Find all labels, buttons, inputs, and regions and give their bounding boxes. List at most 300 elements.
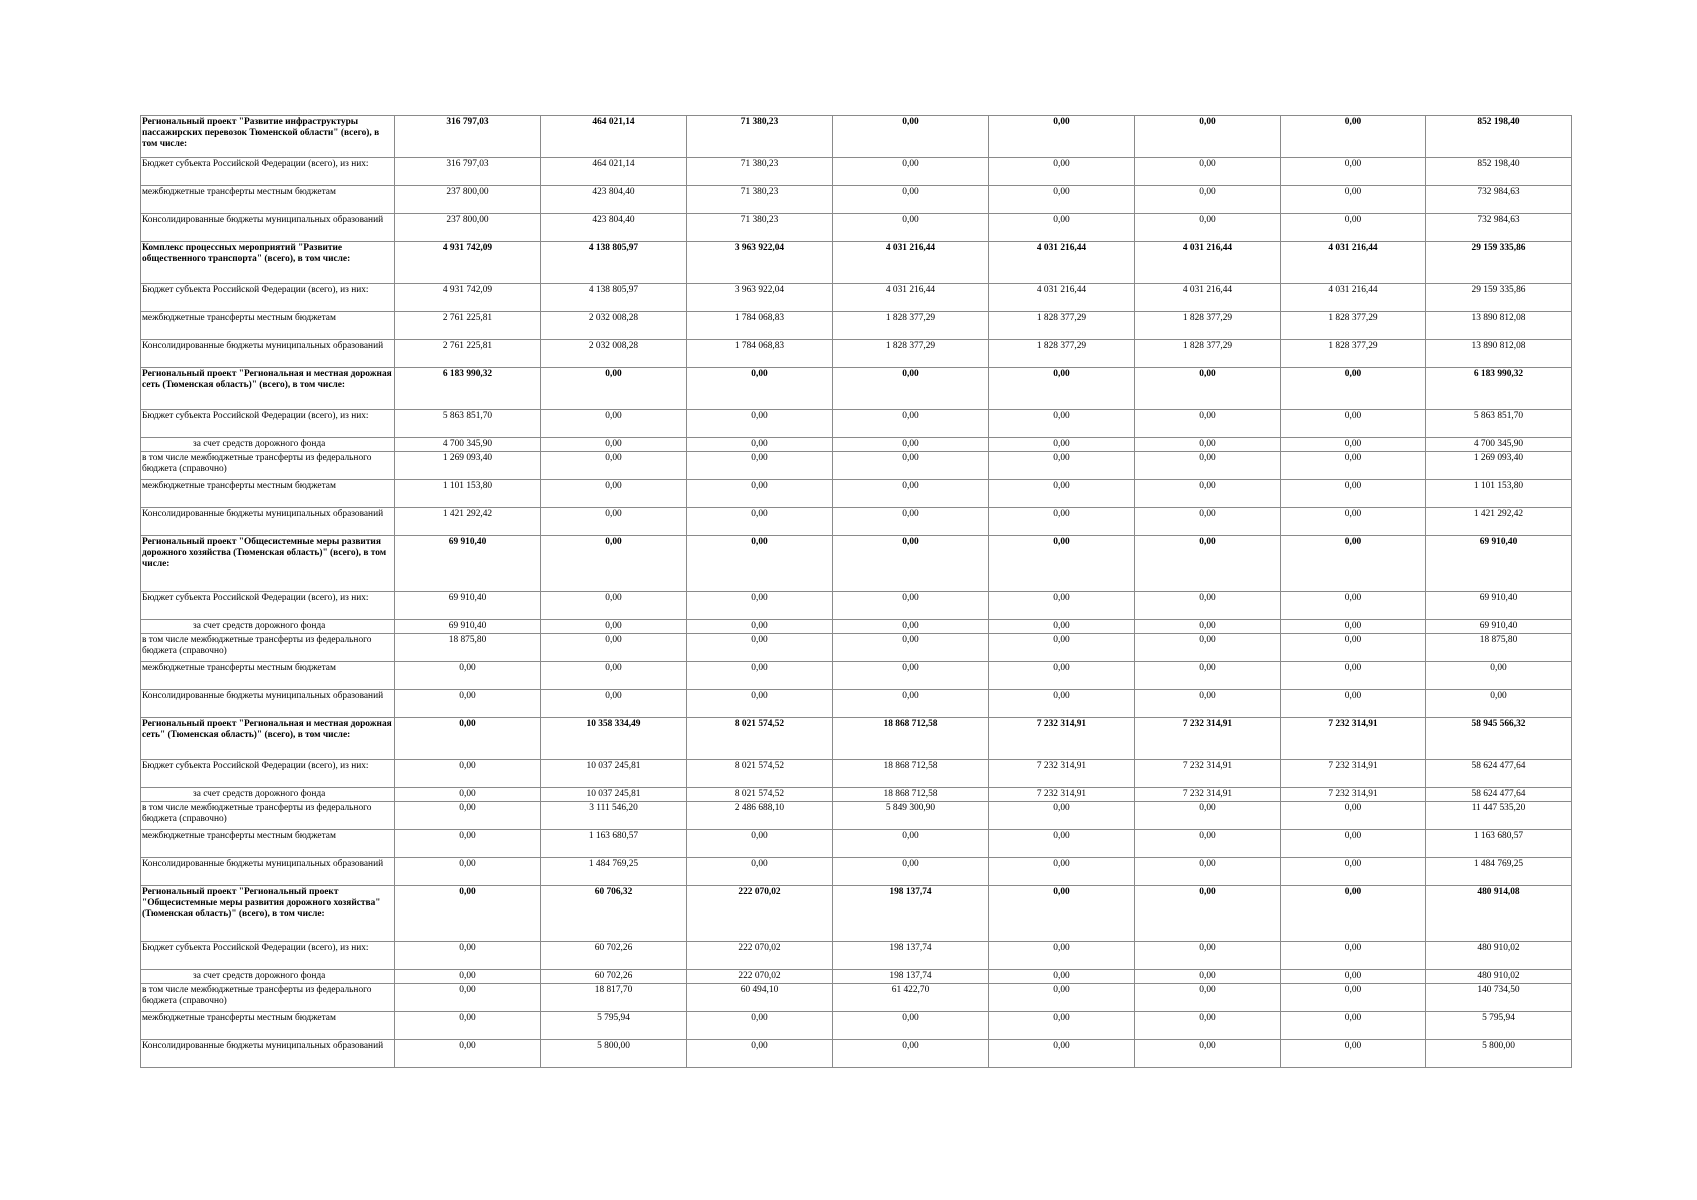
value-cell: 0,00 [1281, 886, 1426, 942]
table-row [141, 368, 1572, 410]
value-cell: 4 138 805,97 [541, 242, 687, 284]
value-cell: 0,00 [989, 410, 1135, 438]
value-cell: 0,00 [1135, 1012, 1281, 1040]
value-cell: 0,00 [395, 858, 541, 886]
value-cell: 0,00 [1281, 620, 1426, 634]
value-cell: 0,00 [1281, 984, 1426, 1012]
row-label: межбюджетные трансферты местным бюджетам [141, 1012, 395, 1040]
value-cell: 480 910,02 [1426, 942, 1572, 970]
row-label: Консолидированные бюджеты муниципальных образований [141, 1040, 395, 1068]
value-cell: 0,00 [1135, 214, 1281, 242]
value-cell: 0,00 [833, 690, 989, 718]
row-label: Региональный проект "Общесистемные меры развития дорожного хозяйства (Тюменская область)" (всего), в том числе: [141, 536, 395, 592]
value-cell: 7 232 314,91 [1135, 760, 1281, 788]
value-cell: 0,00 [989, 634, 1135, 662]
value-cell: 0,00 [833, 410, 989, 438]
value-cell: 4 700 345,90 [1426, 438, 1572, 452]
value-cell: 0,00 [1135, 802, 1281, 830]
value-cell: 0,00 [541, 690, 687, 718]
table-row [141, 116, 1572, 158]
value-cell: 0,00 [1281, 410, 1426, 438]
table-row [141, 942, 1572, 970]
value-cell: 4 031 216,44 [833, 284, 989, 312]
value-cell: 4 031 216,44 [1135, 242, 1281, 284]
value-cell: 0,00 [687, 620, 833, 634]
table-row [141, 886, 1572, 942]
value-cell: 0,00 [1135, 158, 1281, 186]
value-cell: 7 232 314,91 [1135, 718, 1281, 760]
value-cell: 2 486 688,10 [687, 802, 833, 830]
row-label: за счет средств дорожного фонда [141, 788, 395, 802]
table-row [141, 480, 1572, 508]
value-cell: 71 380,23 [687, 186, 833, 214]
value-cell: 1 784 068,83 [687, 312, 833, 340]
value-cell: 69 910,40 [395, 536, 541, 592]
table-row [141, 1012, 1572, 1040]
value-cell: 4 031 216,44 [1281, 242, 1426, 284]
value-cell: 0,00 [687, 368, 833, 410]
value-cell: 1 421 292,42 [395, 508, 541, 536]
value-cell: 1 101 153,80 [1426, 480, 1572, 508]
table-row [141, 536, 1572, 592]
value-cell: 0,00 [395, 802, 541, 830]
value-cell: 0,00 [395, 942, 541, 970]
value-cell: 7 232 314,91 [1281, 788, 1426, 802]
value-cell: 71 380,23 [687, 158, 833, 186]
value-cell: 316 797,03 [395, 158, 541, 186]
value-cell: 0,00 [1281, 1040, 1426, 1068]
value-cell: 0,00 [989, 452, 1135, 480]
value-cell: 7 232 314,91 [989, 788, 1135, 802]
value-cell: 1 421 292,42 [1426, 508, 1572, 536]
value-cell: 2 032 008,28 [541, 312, 687, 340]
value-cell: 60 702,26 [541, 942, 687, 970]
value-cell: 0,00 [1135, 858, 1281, 886]
value-cell: 0,00 [833, 214, 989, 242]
value-cell: 0,00 [833, 116, 989, 158]
row-label: межбюджетные трансферты местным бюджетам [141, 662, 395, 690]
value-cell: 0,00 [833, 158, 989, 186]
value-cell: 0,00 [833, 620, 989, 634]
value-cell: 13 890 812,08 [1426, 340, 1572, 368]
value-cell: 0,00 [989, 368, 1135, 410]
value-cell: 11 447 535,20 [1426, 802, 1572, 830]
budget-table-body [141, 116, 1572, 1068]
value-cell: 0,00 [687, 592, 833, 620]
row-label: Консолидированные бюджеты муниципальных образований [141, 508, 395, 536]
value-cell: 1 828 377,29 [1281, 312, 1426, 340]
value-cell: 0,00 [541, 592, 687, 620]
value-cell: 0,00 [1281, 662, 1426, 690]
value-cell: 4 031 216,44 [1281, 284, 1426, 312]
value-cell: 0,00 [833, 1012, 989, 1040]
value-cell: 0,00 [1281, 508, 1426, 536]
value-cell: 8 021 574,52 [687, 760, 833, 788]
value-cell: 7 232 314,91 [989, 760, 1135, 788]
table-row [141, 592, 1572, 620]
value-cell: 5 795,94 [1426, 1012, 1572, 1040]
value-cell: 0,00 [1135, 368, 1281, 410]
table-row [141, 452, 1572, 480]
value-cell: 13 890 812,08 [1426, 312, 1572, 340]
value-cell: 0,00 [687, 508, 833, 536]
value-cell: 0,00 [1281, 480, 1426, 508]
value-cell: 0,00 [1135, 410, 1281, 438]
value-cell: 0,00 [1281, 116, 1426, 158]
value-cell: 0,00 [1281, 452, 1426, 480]
value-cell: 0,00 [1135, 1040, 1281, 1068]
value-cell: 0,00 [541, 452, 687, 480]
value-cell: 0,00 [1135, 592, 1281, 620]
value-cell: 0,00 [1135, 186, 1281, 214]
table-row [141, 186, 1572, 214]
value-cell: 7 232 314,91 [1135, 788, 1281, 802]
row-label: Консолидированные бюджеты муниципальных образований [141, 690, 395, 718]
value-cell: 0,00 [687, 438, 833, 452]
value-cell: 0,00 [1135, 886, 1281, 942]
value-cell: 0,00 [1281, 368, 1426, 410]
value-cell: 0,00 [541, 662, 687, 690]
value-cell: 0,00 [989, 438, 1135, 452]
value-cell: 69 910,40 [1426, 536, 1572, 592]
value-cell: 0,00 [989, 508, 1135, 536]
row-label: Бюджет субъекта Российской Федерации (всего), из них: [141, 158, 395, 186]
value-cell: 1 784 068,83 [687, 340, 833, 368]
value-cell: 4 031 216,44 [1135, 284, 1281, 312]
value-cell: 10 037 245,81 [541, 760, 687, 788]
value-cell: 1 828 377,29 [833, 340, 989, 368]
value-cell: 0,00 [1281, 214, 1426, 242]
value-cell: 4 700 345,90 [395, 438, 541, 452]
table-row [141, 620, 1572, 634]
row-label: Региональный проект "Развитие инфраструктуры пассажирских перевозок Тюменской области" (всего), в том числе: [141, 116, 395, 158]
value-cell: 0,00 [1135, 116, 1281, 158]
value-cell: 0,00 [687, 690, 833, 718]
value-cell: 1 269 093,40 [395, 452, 541, 480]
table-row [141, 788, 1572, 802]
value-cell: 0,00 [833, 662, 989, 690]
value-cell: 0,00 [1281, 438, 1426, 452]
value-cell: 18 875,80 [395, 634, 541, 662]
value-cell: 0,00 [541, 410, 687, 438]
value-cell: 4 138 805,97 [541, 284, 687, 312]
value-cell: 5 863 851,70 [1426, 410, 1572, 438]
value-cell: 0,00 [833, 452, 989, 480]
value-cell: 198 137,74 [833, 970, 989, 984]
value-cell: 1 484 769,25 [541, 858, 687, 886]
value-cell: 0,00 [989, 214, 1135, 242]
value-cell: 0,00 [989, 662, 1135, 690]
value-cell: 0,00 [687, 858, 833, 886]
value-cell: 61 422,70 [833, 984, 989, 1012]
row-label: Комплекс процессных мероприятий "Развитие общественного транспорта" (всего), в том числе: [141, 242, 395, 284]
value-cell: 18 868 712,58 [833, 788, 989, 802]
value-cell: 6 183 990,32 [1426, 368, 1572, 410]
value-cell: 0,00 [989, 158, 1135, 186]
value-cell: 0,00 [989, 858, 1135, 886]
table-row [141, 312, 1572, 340]
value-cell: 0,00 [989, 116, 1135, 158]
value-cell: 0,00 [1135, 984, 1281, 1012]
table-row [141, 438, 1572, 452]
table-row [141, 802, 1572, 830]
value-cell: 5 800,00 [541, 1040, 687, 1068]
value-cell: 0,00 [833, 438, 989, 452]
value-cell: 464 021,14 [541, 116, 687, 158]
value-cell: 423 804,40 [541, 186, 687, 214]
value-cell: 0,00 [687, 410, 833, 438]
value-cell: 0,00 [989, 1012, 1135, 1040]
row-label: за счет средств дорожного фонда [141, 438, 395, 452]
value-cell: 0,00 [1135, 438, 1281, 452]
value-cell: 0,00 [1281, 186, 1426, 214]
row-label: межбюджетные трансферты местным бюджетам [141, 312, 395, 340]
value-cell: 0,00 [687, 662, 833, 690]
table-row [141, 970, 1572, 984]
value-cell: 732 984,63 [1426, 186, 1572, 214]
value-cell: 0,00 [1135, 830, 1281, 858]
value-cell: 4 031 216,44 [989, 242, 1135, 284]
table-row [141, 858, 1572, 886]
row-label: в том числе межбюджетные трансферты из федерального бюджета (справочно) [141, 984, 395, 1012]
row-label: Консолидированные бюджеты муниципальных образований [141, 858, 395, 886]
value-cell: 0,00 [833, 508, 989, 536]
value-cell: 0,00 [1281, 970, 1426, 984]
table-row [141, 984, 1572, 1012]
value-cell: 0,00 [833, 830, 989, 858]
table-row [141, 508, 1572, 536]
value-cell: 0,00 [1426, 690, 1572, 718]
value-cell: 0,00 [395, 1040, 541, 1068]
value-cell: 0,00 [989, 480, 1135, 508]
table-row [141, 690, 1572, 718]
value-cell: 0,00 [395, 1012, 541, 1040]
value-cell: 0,00 [395, 984, 541, 1012]
value-cell: 69 910,40 [1426, 620, 1572, 634]
value-cell: 0,00 [1281, 942, 1426, 970]
row-label: межбюджетные трансферты местным бюджетам [141, 186, 395, 214]
row-label: Региональный проект "Региональный проект "Общесистемные меры развития дорожного хозяйства" (Тюменская область)" (всего), в том числе: [141, 886, 395, 942]
value-cell: 0,00 [833, 186, 989, 214]
value-cell: 0,00 [395, 690, 541, 718]
value-cell: 0,00 [395, 760, 541, 788]
value-cell: 0,00 [395, 662, 541, 690]
row-label: межбюджетные трансферты местным бюджетам [141, 830, 395, 858]
row-label: Бюджет субъекта Российской Федерации (всего), из них: [141, 284, 395, 312]
row-label: Региональный проект "Региональная и местная дорожная сеть" (Тюменская область)" (всего), в том числе: [141, 718, 395, 760]
row-label: в том числе межбюджетные трансферты из федерального бюджета (справочно) [141, 802, 395, 830]
value-cell: 60 702,26 [541, 970, 687, 984]
row-label: Бюджет субъекта Российской Федерации (всего), из них: [141, 410, 395, 438]
value-cell: 0,00 [989, 186, 1135, 214]
value-cell: 0,00 [833, 858, 989, 886]
value-cell: 2 761 225,81 [395, 340, 541, 368]
value-cell: 0,00 [989, 886, 1135, 942]
value-cell: 0,00 [687, 1040, 833, 1068]
value-cell: 0,00 [989, 830, 1135, 858]
table-row [141, 760, 1572, 788]
value-cell: 4 931 742,09 [395, 242, 541, 284]
row-label: в том числе межбюджетные трансферты из федерального бюджета (справочно) [141, 634, 395, 662]
value-cell: 0,00 [833, 536, 989, 592]
value-cell: 0,00 [1135, 970, 1281, 984]
value-cell: 4 031 216,44 [989, 284, 1135, 312]
value-cell: 0,00 [1281, 634, 1426, 662]
value-cell: 852 198,40 [1426, 158, 1572, 186]
value-cell: 0,00 [1135, 452, 1281, 480]
row-label: Консолидированные бюджеты муниципальных образований [141, 340, 395, 368]
table-row [141, 1040, 1572, 1068]
value-cell: 140 734,50 [1426, 984, 1572, 1012]
value-cell: 18 868 712,58 [833, 760, 989, 788]
budget-table [140, 115, 1572, 1068]
value-cell: 852 198,40 [1426, 116, 1572, 158]
value-cell: 0,00 [989, 802, 1135, 830]
row-label: Бюджет субъекта Российской Федерации (всего), из них: [141, 760, 395, 788]
value-cell: 0,00 [1281, 592, 1426, 620]
value-cell: 18 868 712,58 [833, 718, 989, 760]
value-cell: 0,00 [395, 886, 541, 942]
value-cell: 10 358 334,49 [541, 718, 687, 760]
value-cell: 0,00 [541, 368, 687, 410]
value-cell: 7 232 314,91 [989, 718, 1135, 760]
value-cell: 0,00 [833, 480, 989, 508]
value-cell: 423 804,40 [541, 214, 687, 242]
value-cell: 1 101 153,80 [395, 480, 541, 508]
row-label: за счет средств дорожного фонда [141, 970, 395, 984]
value-cell: 18 875,80 [1426, 634, 1572, 662]
value-cell: 1 163 680,57 [541, 830, 687, 858]
value-cell: 5 849 300,90 [833, 802, 989, 830]
value-cell: 0,00 [1135, 508, 1281, 536]
value-cell: 0,00 [687, 634, 833, 662]
value-cell: 0,00 [989, 592, 1135, 620]
value-cell: 0,00 [687, 1012, 833, 1040]
value-cell: 0,00 [687, 536, 833, 592]
value-cell: 237 800,00 [395, 214, 541, 242]
row-label: межбюджетные трансферты местным бюджетам [141, 480, 395, 508]
value-cell: 0,00 [1281, 858, 1426, 886]
table-row [141, 662, 1572, 690]
value-cell: 69 910,40 [395, 592, 541, 620]
value-cell: 2 761 225,81 [395, 312, 541, 340]
value-cell: 10 037 245,81 [541, 788, 687, 802]
value-cell: 198 137,74 [833, 942, 989, 970]
value-cell: 3 963 922,04 [687, 242, 833, 284]
table-row [141, 830, 1572, 858]
value-cell: 1 828 377,29 [1281, 340, 1426, 368]
value-cell: 4 931 742,09 [395, 284, 541, 312]
value-cell: 222 070,02 [687, 942, 833, 970]
value-cell: 0,00 [687, 452, 833, 480]
value-cell: 71 380,23 [687, 214, 833, 242]
value-cell: 7 232 314,91 [1281, 718, 1426, 760]
row-label: Бюджет субъекта Российской Федерации (всего), из них: [141, 592, 395, 620]
value-cell: 0,00 [1426, 662, 1572, 690]
table-row [141, 410, 1572, 438]
value-cell: 222 070,02 [687, 886, 833, 942]
value-cell: 0,00 [1135, 662, 1281, 690]
value-cell: 8 021 574,52 [687, 788, 833, 802]
value-cell: 0,00 [541, 536, 687, 592]
value-cell: 0,00 [1281, 802, 1426, 830]
table-row [141, 242, 1572, 284]
value-cell: 0,00 [1135, 690, 1281, 718]
value-cell: 7 232 314,91 [1281, 760, 1426, 788]
value-cell: 71 380,23 [687, 116, 833, 158]
value-cell: 60 494,10 [687, 984, 833, 1012]
value-cell: 0,00 [989, 984, 1135, 1012]
value-cell: 58 945 566,32 [1426, 718, 1572, 760]
value-cell: 0,00 [833, 1040, 989, 1068]
value-cell: 2 032 008,28 [541, 340, 687, 368]
value-cell: 8 021 574,52 [687, 718, 833, 760]
value-cell: 0,00 [395, 830, 541, 858]
value-cell: 3 963 922,04 [687, 284, 833, 312]
row-label: за счет средств дорожного фонда [141, 620, 395, 634]
budget-table-sheet [140, 115, 1571, 1068]
value-cell: 4 031 216,44 [833, 242, 989, 284]
value-cell: 0,00 [1135, 634, 1281, 662]
value-cell: 5 863 851,70 [395, 410, 541, 438]
value-cell: 1 828 377,29 [1135, 312, 1281, 340]
row-label: Консолидированные бюджеты муниципальных образований [141, 214, 395, 242]
value-cell: 60 706,32 [541, 886, 687, 942]
value-cell: 0,00 [989, 620, 1135, 634]
value-cell: 0,00 [687, 830, 833, 858]
value-cell: 29 159 335,86 [1426, 284, 1572, 312]
table-row [141, 214, 1572, 242]
value-cell: 0,00 [541, 620, 687, 634]
value-cell: 0,00 [833, 634, 989, 662]
value-cell: 0,00 [1135, 942, 1281, 970]
table-row [141, 284, 1572, 312]
value-cell: 0,00 [989, 1040, 1135, 1068]
value-cell: 5 795,94 [541, 1012, 687, 1040]
value-cell: 18 817,70 [541, 984, 687, 1012]
value-cell: 0,00 [541, 480, 687, 508]
value-cell: 0,00 [833, 592, 989, 620]
value-cell: 58 624 477,64 [1426, 788, 1572, 802]
value-cell: 0,00 [989, 690, 1135, 718]
table-row [141, 718, 1572, 760]
value-cell: 69 910,40 [395, 620, 541, 634]
value-cell: 0,00 [1281, 536, 1426, 592]
value-cell: 0,00 [989, 536, 1135, 592]
value-cell: 316 797,03 [395, 116, 541, 158]
value-cell: 222 070,02 [687, 970, 833, 984]
table-row [141, 158, 1572, 186]
table-row [141, 340, 1572, 368]
row-label: в том числе межбюджетные трансферты из федерального бюджета (справочно) [141, 452, 395, 480]
value-cell: 198 137,74 [833, 886, 989, 942]
value-cell: 3 111 546,20 [541, 802, 687, 830]
value-cell: 732 984,63 [1426, 214, 1572, 242]
table-row [141, 634, 1572, 662]
value-cell: 0,00 [1135, 620, 1281, 634]
row-label: Бюджет субъекта Российской Федерации (всего), из них: [141, 942, 395, 970]
value-cell: 1 828 377,29 [989, 340, 1135, 368]
value-cell: 0,00 [395, 970, 541, 984]
value-cell: 1 484 769,25 [1426, 858, 1572, 886]
value-cell: 0,00 [395, 718, 541, 760]
row-label: Региональный проект "Региональная и местная дорожная сеть (Тюменская область)" (всего), в том числе: [141, 368, 395, 410]
value-cell: 0,00 [1135, 536, 1281, 592]
value-cell: 69 910,40 [1426, 592, 1572, 620]
value-cell: 0,00 [541, 634, 687, 662]
value-cell: 237 800,00 [395, 186, 541, 214]
value-cell: 29 159 335,86 [1426, 242, 1572, 284]
